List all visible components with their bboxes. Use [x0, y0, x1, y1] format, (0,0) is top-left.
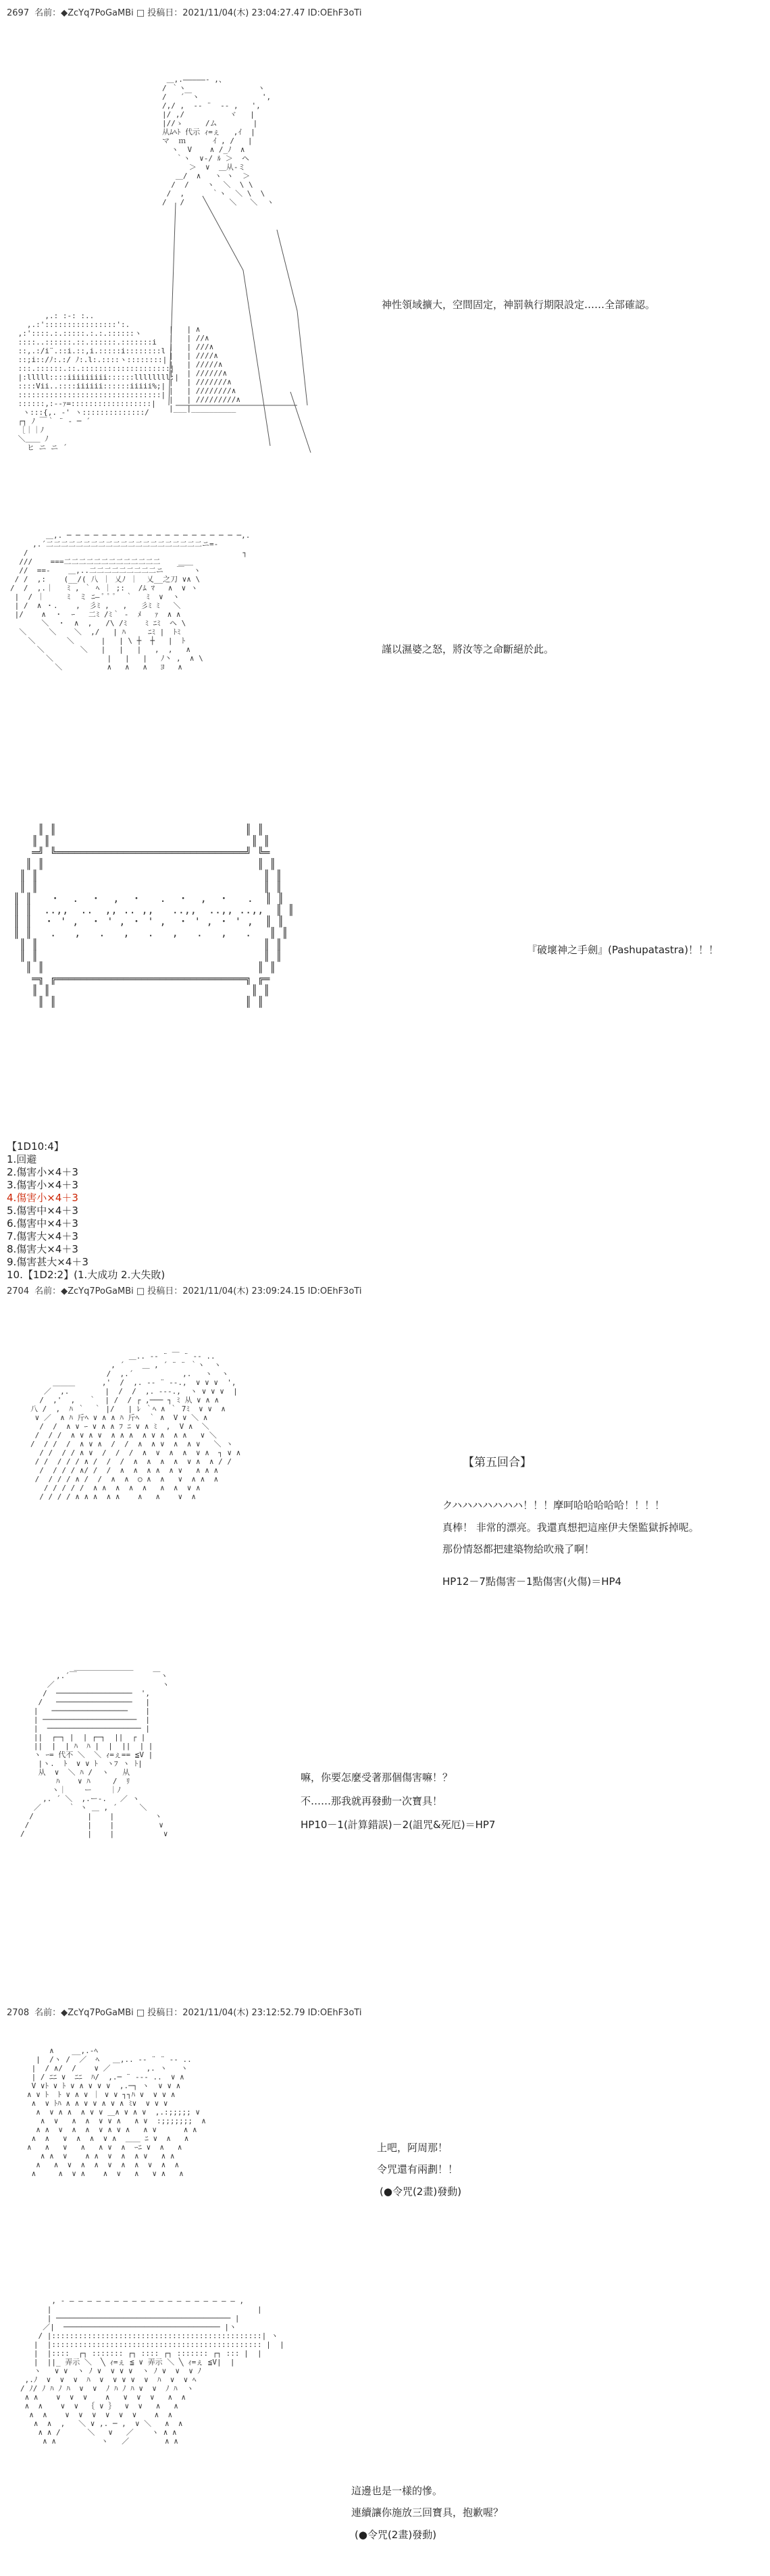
ascii-art-two-figures: ∧ __,.-ﾍ | /ヽ / ／ ﾍ ＿,.. -‐ ¨ ¨ ‐- .. | / ∧/ / ∨ ／ ,. ヽ ヽ | / ﾆﾆ ∨ ﾆﾆ ﾊ/ ,.─ ¨ ‐‐- .. ∨ ∧ V ∨ﾄ ∨ ﾄ ∨ ∧ ∨ ∨ ∨ ,.─┐ ヽ ∨ ∨ ∧ ∧ ∨ ﾄ ﾄ ∨ ∧ ∨ ｜ ∨ ∨ ┐┐ﾊ ∨ ∨ ∨ ∧ ∧ ∨ ﾄﾊ ∧ ∧ ∨ ∨ ∧ ∨ ∧ ﾐ∨ ∨ ∨ ∨ ∧ ∨ ∧ ∧ ∧ ∨ ∨ ＿∧ ∨ ∧ ∨ ,.:;;;;; ∨ ∧ ∨ ∧ ∧ ∨ ∨ ∧ ∧ ∨ :;;;;;;; ∧ ∧ ∧ ∨ ∧ ∧ ∨ ∧ ∨ ∧ ∧ ∨ ∧ ∧ ∧ ∧ ∨ ∧ ∧ ∨ ∧ ＿＿ ﾆ ∨ ∧ ∧ ∧ ∧ ∨ ∧ ∧ ∨ ∧ ｰﾆ ∨ ∧ ∧ ∧ ∧ ∨ ∧ ∧ ∨ ∧ ∧ ∨ ∧ ∧ ∧ ∧ ∨ ∧ ∧ ∨ ∧ ∧ ∨ ∧ ∧ ∧ ∧ ∨ ∧ ∧ ∨ ∧ ∨ ∧ ∧	[27, 2046, 206, 2178]
post-header	[7, 2005, 361, 2018]
dice-option: 5.傷害中×4＋3	[7, 1205, 78, 1217]
ascii-art-face-closeup: ＿,. ─ ─ ─ ─ ─ ─ ─ ─ ─ ─ ─ ─ ─ ─ ─ ─ ─ ─ ─ ─,. ,.´二二二二二二二二二二二二二二二二二二二二二ニ=‐ / ┐ /// ===二二二二二二二二二二二二二 ＿＿ // ==- ＿,..二二二二二二二二二ニ ￣ ヽ / / ,: (__/( 八 ｜ 乂ﾉ ｜ 乂__之刀 ∨∧ \ / / ,.｜ ﾐ , ｀ ﾍ ｜ ;: /ﾑ ﾏ ∧ ∨ ヽ | / ｜ ﾐ ミ ﾆ― ﾟ ﾟ ﾟ ｀ ﾐ ∨ ヽ | / ∧ ・. , 彡ﾐ , , 彡ﾐ ﾐ ＼ |/ ∧ ・ ｰ 二ﾐ /ﾐ｀ - ﾒ ｧ ∧ ∧ ＼ ・ ∧ , /\ /ﾐ ﾐ ﾆﾐ ヘ \ ＼ ＼ ＼ ,/ | ﾊ ﾆﾐ | ﾄﾐ ＼ ＼ | | \ ┼ ┼ | ﾄ ＼ ＼ | | | , , ∧ ＼ | | | ﾉ丶 , ∧ \ ＼ ∧ ∧ ∧ ﾖ ∧	[10, 531, 251, 672]
post-meta: 名前：◆ZcYq7PoGaMBi □ 投稿日：2021/11/04(木) 23:04:27.47 ID:OEhF3oTi	[34, 8, 362, 18]
dice-title: 【1D10:4】	[7, 1140, 64, 1153]
dice-option: 10.【1D2:2】(1.大成功 2.大失敗)	[7, 1269, 165, 1281]
dice-result-block	[7, 1140, 165, 1282]
post-2708	[0, 2005, 770, 2576]
figure-outline-lines	[162, 189, 317, 459]
post-number: 2704	[7, 1286, 30, 1296]
narration-line: 這邊也是一樣的慘。	[351, 2485, 443, 2497]
ascii-art-portrait: ＿＿＿＿＿＿＿＿ ,.´￣ ￣ヽ ／ ヽ / ───────────────── ', / ───────────────── | | ───────────────── | | ───────────────────── | | ───────────────────── | || ┌─┐ | | ┌─┐ || ┌ | || | | ﾊ ﾊ | | || | | ヽ ｰ= 代不 ＼ ＼ ｨ=ぇ== ≦V | |ヽ. ﾄ ∨ ∨ ﾄ ヽﾌ ヽ ﾄ| 从 ∨ ＼ ﾊ / ヽ 从 ﾊ ∨ ﾊ / ﾘ ヽ｜ ー ｜ﾉ ,. ´ ＼ ,.ー-. ／ ヽ ／ ｀ ヽ ＿ , ´ ＼ / | | ヽ / | | ∨ / | | ∨	[20, 1663, 170, 1838]
dice-option: 2.傷害小×4＋3	[7, 1166, 78, 1178]
dice-option: 9.傷害甚大×4＋3	[7, 1256, 88, 1268]
post-number: 2697	[7, 8, 30, 18]
attack-name: 『破壞神之手劍』(Pashupatastra)！！！	[527, 944, 719, 956]
post-number: 2708	[7, 2008, 30, 2018]
post-header	[7, 5, 361, 18]
narration-line-2: 謹以濕婆之怒，將汝等之命斷絕於此。	[382, 643, 555, 655]
round-title: 【第五回合】	[463, 1456, 532, 1469]
dice-option-selected: 4.傷害小×4＋3	[7, 1192, 78, 1204]
ascii-art-battle-scene: ＿.. -‐ ¨ ￣ ¨ ‐- .. , ´ ＿ , ´ ¨ ¨ ｀ヽ ヽ / ,.´ ,. ヽ ヽ ＿＿＿ ,' / ,. -‐ ¨ ‐-., ∨ ∨ ∨ ', ／ ,. | / / ,. -‐-., ヽ ∨ ∨ ∨ | / ,' , ｀ | / / ┌ ,─── ┐ ﾐ 从 ∨ ∧ ∧ 八 / , ﾊ ｀ ｀ |/ | ﾚ ｀ﾍ ∧ ｀ 7ﾐ ∨ ∨ ∧ ∨ ／ ∧ ﾊ 斤ﾍ ∨ ∧ ∧ ﾊ 斤ﾍ ｀ ∧ V ∨ ＼ ∧ / / ∧ ∨ ｰ ∨ ∧ ∧ ﾌ ﾆ ∨ ∧ ﾐ , V ∧ ＼ / / / ∧ ∨ ∧ ∨ ∧ ∧ ∧ ∧ ∨ ∧ ∧ ∧ ∨ ＼ / / / / ∧ ∨ ∧ / / ∧ ∧ ∨ ∧ ∧ ∨ ＼ ヽ / / / / ∧ ∨ / / / ∧ ∨ ∧ ∧ ∨ ∧ ┐ ∨ ∧ / / / / / ∧ / / / ∧ ∧ ∧ ∧ ∨ ∧ ∧ / / / / / / ∧/ / / ∧ ∧ ∧ ∧ ∧ ∨ ∧ ∧ ∧ / / / / ∧ / / ∧ ∧ ○ ∧ ∧ ∨ ∧ ∧ ∧ / / / / / ∧ ∧ ∧ ∧ ∧ ∧ ∧ ∨ ∧ / / / / ∧ ∧ ∧ ∧ ∧ ∧ ∧ ∨ ∧	[30, 1352, 241, 1501]
narration-line: 真棒！ 非常的漂亮。我還真想把這座伊夫堡監獄拆掉呢。	[442, 1521, 699, 1534]
narration-line: 那份情怒都把建築物給吹飛了啊！	[442, 1543, 595, 1555]
post-meta: 名前：◆ZcYq7PoGaMBi □ 投稿日：2021/11/04(木) 23:12:52.79 ID:OEhF3oTi	[34, 2008, 362, 2018]
dice-option: 6.傷害中×4＋3	[7, 1217, 78, 1230]
narration-line: 上吧，阿周那！	[377, 2142, 448, 2154]
narration-line-1: 神性領域擴大，空間固定，神罰執行期限設定……全部確認。	[382, 299, 656, 311]
command-seal-note: (●令咒(2畫)發動)	[355, 2529, 437, 2541]
narration-line: 連續讓你施放三回寶具，抱歉喔？	[351, 2506, 504, 2519]
ascii-art-figure-standing: ＿,.―――――- ,、 / ｀ヽ ヽ / ´￣ヽ ', /,/ , -‐ ¨ ‐- , ', |/ ,/ ヾ | |//ゝ /ム | 从ﾑﾍﾄ 代示 ｨ=ぇ ,ｲ | マ ｍ ｲ , / | ヽ V ∧ /_ﾉ ∧ ｀ヽ ∨‐/ ﾙ ＞ ヘ ＞ ∨ ＿从‐ミ ＿/ ∧ ヽ ヽ ＞ / / ヽ ＼ \ \ / , ｀ヽ ＼ \ \ / / ＼ ＼ ヽ	[162, 75, 274, 207]
ascii-art-pillar: | | ∧ | | //∧ | | ///∧ | | ////∧ | | /////∧ | | //////∧ | | ///////∧ | | ////////∧ | | /////////∧ |___|__________	[169, 325, 240, 413]
narration-line: 嘛，你要怎麼受著那個傷害嘛！？	[301, 1771, 453, 1784]
post-meta: 名前：◆ZcYq7PoGaMBi □ 投稿日：2021/11/04(木) 23:09:24.15 ID:OEhF3oTi	[34, 1286, 362, 1296]
post-header	[7, 1284, 361, 1296]
narration-line: 令咒還有兩劃！！	[377, 2163, 459, 2175]
narration-line: 不……那我就再發動一次寶具！	[301, 1795, 443, 1807]
post-2697	[0, 0, 770, 1281]
command-seal-note: (●令咒(2畫)發動)	[380, 2186, 462, 2198]
coat-line	[169, 196, 311, 453]
ascii-art-portal-frame: ║ ║ ║ ║ ║ ║ ║ ║ ═╝ ╚═══════════════════════════════╝ ╚═ ║ ║ ║ ║ ║ ║ ║ ║ ║ ║ ║ ║ ║ ║ ・ . ・ , ・ . ・ , ・ . ║ ║ ║ ║ ..,, .. ,, .. ,, ..,, ..,, ..,, ║ ║ ║ ║ ・ ' , ・ ' , ・ ' , ・ ' , ・ ' , ║ ║ ║ ║ . , . , . , . , . ║ ║ ║ ║ ║ ║ ║ ║ ║ ║ ║ ║ ║ ║ ═╗ ╔═══════════════════════════════╗ ╔═ ║ ║ ║ ║ ║ ║ ║ ║	[14, 824, 294, 1008]
hp-calculation: HP12－7點傷害－1點傷害(火傷)＝HP4	[442, 1575, 622, 1588]
narration-line: クハハハハハハハ！！！摩呵哈哈哈哈哈！！！！	[442, 1499, 665, 1511]
post-2704	[0, 1284, 770, 2000]
dice-option: 3.傷害小×4＋3	[7, 1179, 78, 1191]
ascii-art-group-portrait: , - ― ― ― ― ― ― ― ― ― ― ― ― ― ― ― ― ― ― ― , | | | ─────────────────────────────────────── | ／| ─────────────────────────────────── |ヽ / |:::::::::::::::::::::::::::::::::::::::::::::::| ヽ | |::::::::::::::::::::::::::::::::::::::::::::::: | | | |:::: ┌┐ ::::::: ┌┐ :::: ┌┐ ::::::: ┌┐ ::: | | | ||_ 弄示 ＼ ╲ ｨ=ぇ ≦ ∨ 弄示 ＼ ╲ ｨ=ぇ ≦V| | ヽ ∨ ∨ ヽ ﾉ ∨ ∨ ∨ ∨ ヽ ﾉ ∨ ∨ ∨ ﾉ ,.ﾉ ∨ ∨ ∨ ﾊ ∨ ∨ ∨ ∨ ∨ ﾊ ∨ ∨ ﾍ / ﾉ/ ﾉ ﾊ ﾉ ﾊ ∨ ∨ ﾉ ﾊ ﾉ ﾊ ∨ ∨ ﾉ ﾊ ヽ ∧ ∧ ∨ ∨ ∨ ∧ ∨ ∨ ∨ ∧ ∧ ∧ ∧ ∨ ∨ ｛ ∨ ｝ ∨ ∨ ∧ ∧ ∧ ∧ ∨ ∨ ∨ ∨ ∨ ∨ ∧ ∧ ∧ ∧ , ＼ ∨ ,. ─ , ∨ ＼ ∧ ∧ ∧ ∧ / ＼ ∨ ／ ヽ ∧ ∧ ∧ ∧ ヽ ／ ∧ ∧	[20, 2296, 284, 2446]
hp-calculation: HP10－1(計算錯誤)－2(詛咒&死厄)＝HP7	[301, 1819, 496, 1831]
dice-option: 1.回避	[7, 1153, 37, 1165]
dice-option: 8.傷害大×4＋3	[7, 1243, 78, 1255]
dice-option: 7.傷害大×4＋3	[7, 1230, 78, 1242]
ascii-art-orb: ,.: :-: :.. ,.:'::::::::::::::::':. ,:'::::.:.:::::.:.:.::::::ヽ ::::..::::::.::.::::::.:::::::i ::,.:/i¨.::i.::,i.:::::i::::::::l ::;i::/ﾉ:.:/ ﾉ:.l:.::::ヽ::::::::| :::.::::::.::.::::::::::::::::::::| |:lllll::::iiiiiiiii::::::llllllll:| ::::Vii..::::iiiiii::::::iiiii%;| ::::::::::::::::::::::::::::::::| ::::::,:-‐ｧ=::::::::::::::::::| ヽ:::{,. ‐' ヽ::::::::::::::/ ┌┐ ﾉ ￣｀ ¨ ‐ ─ ´ ［｜｜ﾉ ＼＿＿ ﾉ ヒ ニ ニ ´	[18, 311, 180, 452]
